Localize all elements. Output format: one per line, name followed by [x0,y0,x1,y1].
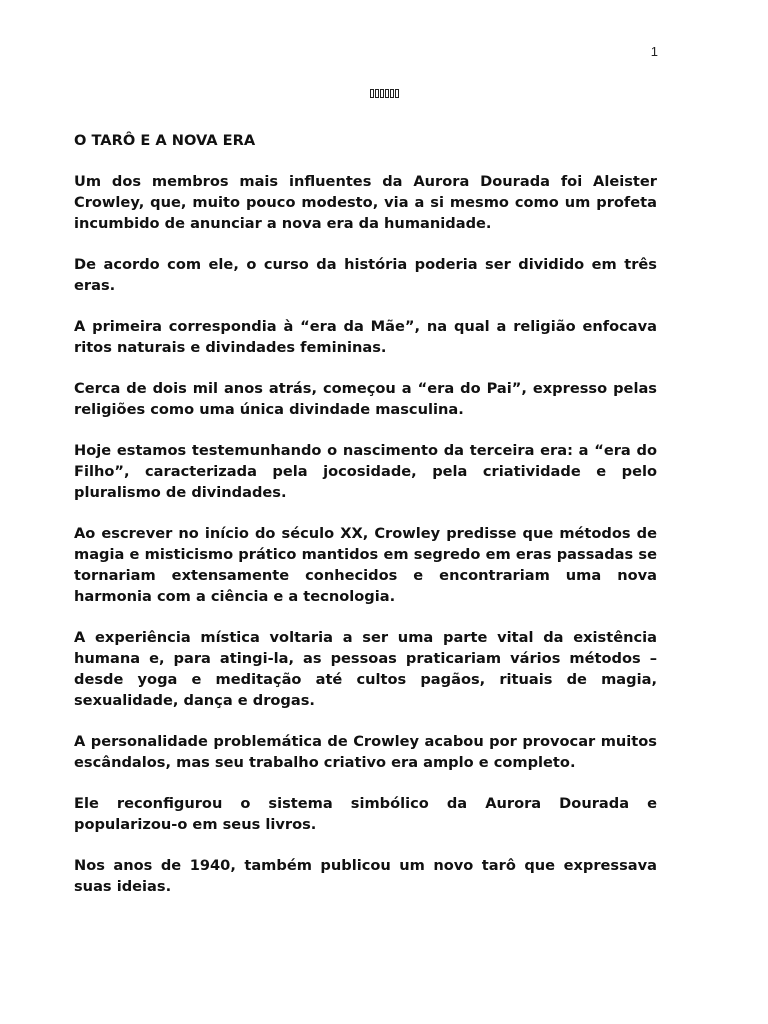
document-title: O TARÔ E A NOVA ERA [74,132,256,149]
missing-glyph-icon [380,89,384,98]
page-number: 1 [650,44,658,59]
paragraph: A primeira correspondia à “era da Mãe”, na qual a religião enfocava ritos naturais e divindades femininas. [74,318,657,356]
paragraph: Nos anos de 1940, também publicou um novo tarô que expressava suas ideias. [74,857,657,895]
document-body [74,130,657,917]
missing-glyph-icon [375,89,379,98]
paragraph: Hoje estamos testemunhando o nascimento da terceira era: a “era do Filho”, caracterizada pela jocosidade, pela criatividade e pelo pluralismo de divindades. [74,442,657,501]
missing-glyph-icon [370,89,374,98]
paragraph: Ao escrever no início do século XX, Crowley predisse que métodos de magia e misticismo prático mantidos em segredo em eras passadas se tornariam extensamente conhecidos e encontrariam uma nova harmonia com a ciência e a tecnologia. [74,525,657,605]
paragraph: De acordo com ele, o curso da história poderia ser dividido em três eras. [74,256,657,294]
paragraph: A experiência mística voltaria a ser uma parte vital da existência humana e, para atingi-la, as pessoas praticariam vários métodos – desde yoga e meditação até cultos pagãos, rituais de magia, sexualidade, dança e drogas. [74,629,657,709]
paragraph: Cerca de dois mil anos atrás, começou a “era do Pai”, expresso pelas religiões como uma única divindade masculina. [74,380,657,418]
header-placeholder-glyphs [0,89,768,98]
paragraph: Um dos membros mais influentes da Aurora Dourada foi Aleister Crowley, que, muito pouco modesto, via a si mesmo como um profeta incumbido de anunciar a nova era da humanidade. [74,173,657,232]
paragraph: Ele reconfigurou o sistema simbólico da Aurora Dourada e popularizou-o em seus livros. [74,795,657,833]
missing-glyph-icon [385,89,389,98]
paragraph: A personalidade problemática de Crowley acabou por provocar muitos escândalos, mas seu trabalho criativo era amplo e completo. [74,733,657,771]
missing-glyph-icon [395,89,399,98]
missing-glyph-icon [390,89,394,98]
